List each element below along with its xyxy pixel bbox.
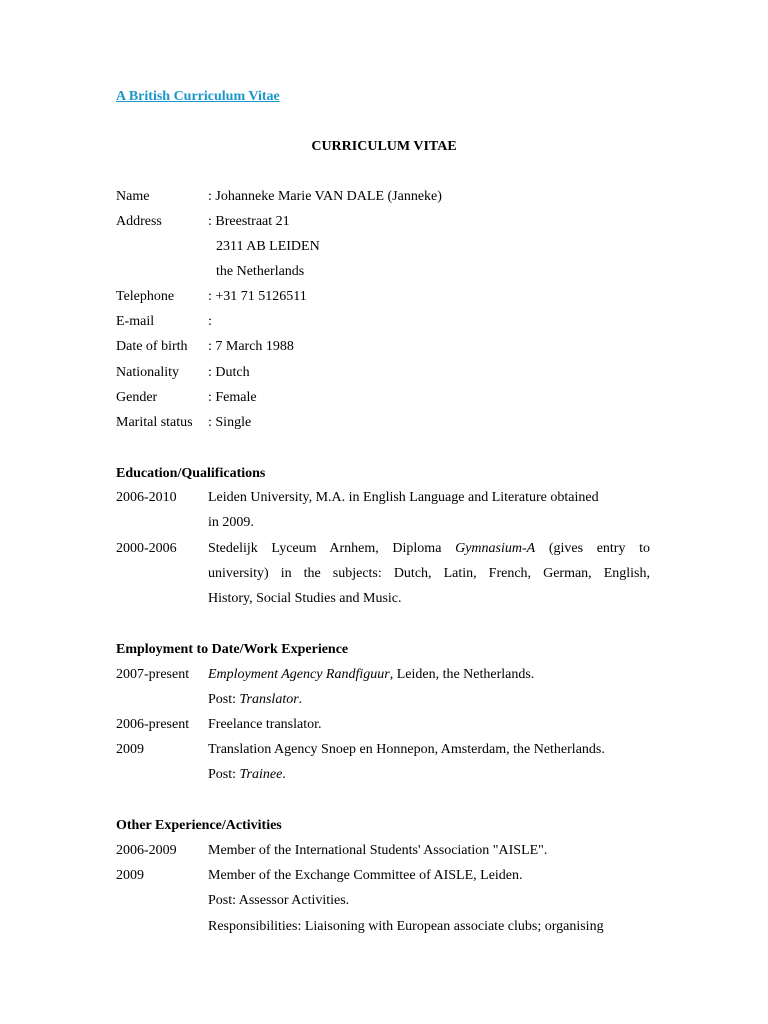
other-text: Post: Assessor Activities.	[208, 893, 350, 908]
education-entry-2-cont	[116, 564, 650, 584]
address-line-1: : Breestraat 21	[208, 214, 290, 229]
dob-label: Date of birth	[116, 339, 188, 354]
other-entry-2-resp	[116, 917, 650, 937]
gender-label: Gender	[116, 390, 158, 405]
other-period: 2006-2009	[116, 843, 177, 858]
employment-entry-1-post	[116, 690, 650, 710]
other-entry-2-post	[116, 891, 650, 911]
marital-label: Marital status	[116, 415, 193, 430]
employment-entry-3	[116, 740, 650, 760]
name-label: Name	[116, 189, 150, 204]
education-text-part: (gives entry to	[535, 541, 651, 556]
education-period: 2000-2006	[116, 541, 177, 556]
education-entry-1-cont	[116, 513, 650, 533]
marital-value: : Single	[208, 415, 252, 430]
telephone-row	[116, 287, 650, 307]
address-row-2	[116, 237, 650, 257]
employment-entry-1	[116, 665, 650, 685]
marital-row	[116, 413, 650, 433]
post-end: .	[298, 692, 303, 707]
employment-text: Translation Agency Snoep en Honnepon, Amsterdam, the Netherlands.	[208, 742, 605, 757]
nationality-value: : Dutch	[208, 365, 250, 380]
other-text: Member of the International Students' Association "AISLE".	[208, 843, 548, 858]
dob-value: : 7 March 1988	[208, 339, 294, 354]
post-end: .	[282, 767, 286, 782]
nationality-row	[116, 363, 650, 383]
employment-period: 2009	[116, 742, 144, 757]
education-text	[208, 539, 650, 559]
employment-heading: Employment to Date/Work Experience	[116, 642, 349, 657]
education-text-italic: Gymnasium-A	[455, 541, 536, 556]
other-entry-2	[116, 866, 650, 886]
education-text: Leiden University, M.A. in English Language and Literature obtained	[208, 490, 599, 505]
other-heading: Other Experience/Activities	[116, 818, 282, 833]
employment-period: 2007-present	[116, 667, 190, 682]
employment-text-part: , Leiden, the Netherlands.	[389, 667, 535, 682]
education-entry-2-cont-2	[116, 589, 650, 609]
email-row	[116, 312, 650, 332]
gender-value: : Female	[208, 390, 257, 405]
post-title: Trainee	[239, 767, 283, 782]
email-value: :	[208, 314, 212, 329]
other-entry-1	[116, 841, 650, 861]
email-label: E-mail	[116, 314, 155, 329]
nationality-label: Nationality	[116, 365, 179, 380]
education-text: in 2009.	[208, 515, 254, 530]
telephone-label: Telephone	[116, 289, 175, 304]
employment-entry-3-post	[116, 765, 650, 785]
other-period: 2009	[116, 868, 144, 883]
employer-name: Employment Agency Randfiguur	[208, 667, 390, 682]
address-row-3	[116, 262, 650, 282]
other-text: Member of the Exchange Committee of AISLE, Leiden.	[208, 868, 523, 883]
name-row	[116, 187, 650, 207]
address-line-3: the Netherlands	[216, 264, 305, 279]
address-line-2: 2311 AB LEIDEN	[216, 239, 320, 254]
british-cv-link[interactable]: A British Curriculum Vitae	[116, 89, 280, 104]
post-title: Translator	[239, 692, 299, 707]
address-row	[116, 212, 650, 232]
dob-row	[116, 337, 650, 357]
employment-period: 2006-present	[116, 717, 190, 732]
education-text-part: Stedelijk Lyceum Arnhem, Diploma	[208, 541, 456, 556]
employment-entry-2	[116, 715, 650, 735]
education-period: 2006-2010	[116, 490, 177, 505]
employment-text: Freelance translator.	[208, 717, 322, 732]
address-label: Address	[116, 214, 162, 229]
education-entry-2	[116, 539, 650, 559]
cv-title: CURRICULUM VITAE	[311, 139, 457, 154]
telephone-value: : +31 71 5126511	[208, 289, 307, 304]
gender-row	[116, 388, 650, 408]
other-text: Responsibilities: Liaisoning with European associate clubs; organising	[208, 919, 604, 934]
education-text: university) in the subjects: Dutch, Latin, French, German, English,	[208, 566, 650, 581]
employment-text	[208, 665, 534, 685]
post-label: Post:	[208, 767, 240, 782]
education-entry-1	[116, 488, 650, 508]
employment-post	[208, 690, 302, 710]
education-text: History, Social Studies and Music.	[208, 591, 402, 606]
name-value: : Johanneke Marie VAN DALE (Janneke)	[208, 189, 442, 204]
post-label: Post:	[208, 692, 240, 707]
education-heading: Education/Qualifications	[116, 466, 266, 481]
employment-post	[208, 765, 286, 785]
